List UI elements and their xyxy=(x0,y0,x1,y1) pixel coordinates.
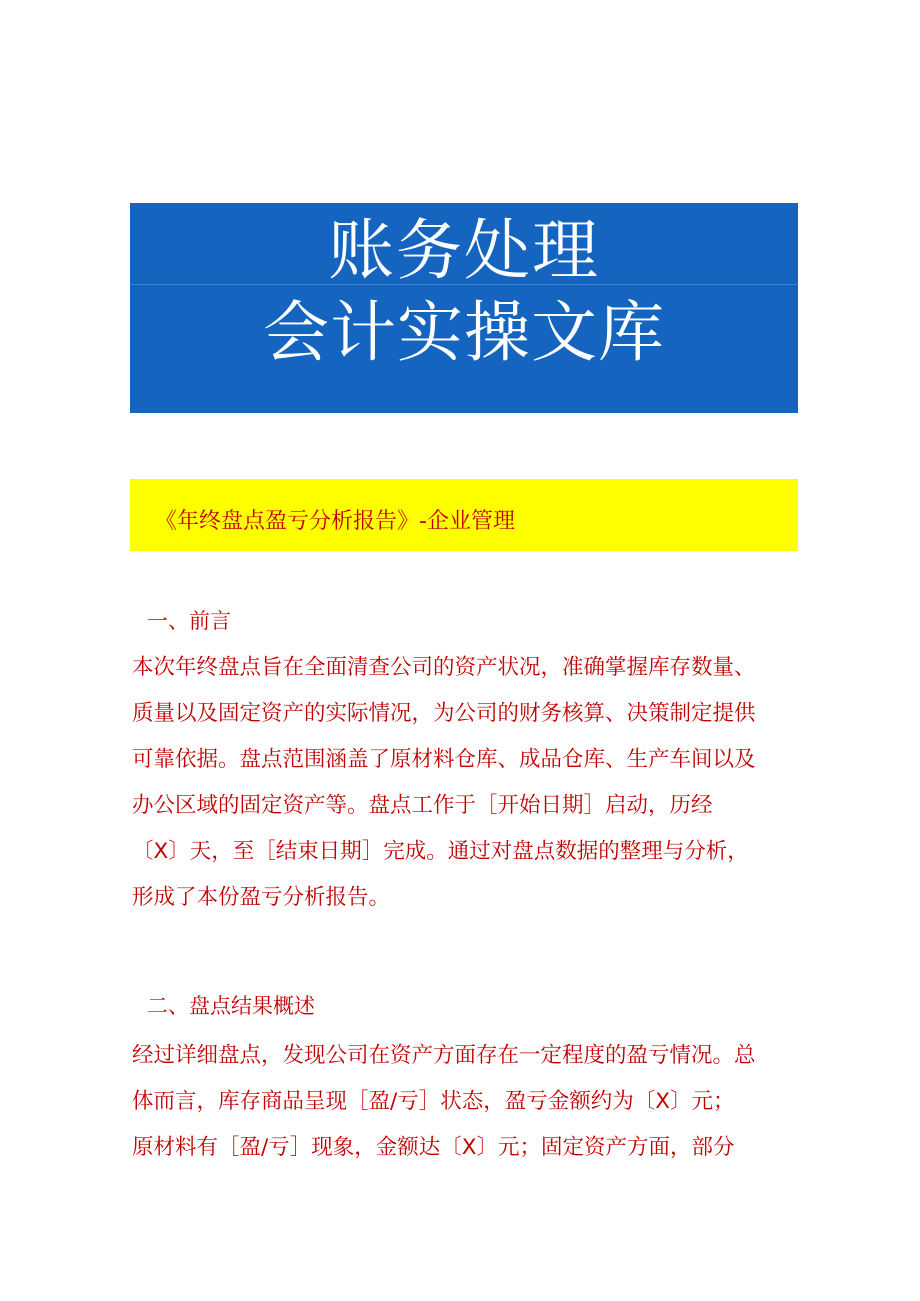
document-subtitle: 《年终盘点盈亏分析报告》-企业管理 xyxy=(155,509,515,534)
subtitle-bar xyxy=(130,479,798,551)
body-line: 形成了本份盈亏分析报告。 xyxy=(132,885,391,910)
banner-title-line-2: 会计实操文库 xyxy=(263,294,665,371)
body-line: 可靠依据。盘点范围涵盖了原材料仓库、成品仓库、生产车间以及 xyxy=(132,747,756,772)
body-line: 原材料有［盈/亏］现象，金额达〔X〕元；固定资产方面，部分 xyxy=(132,1135,735,1160)
body-line: 本次年终盘点旨在全面清查公司的资产状况，准确掌握库存数量、 xyxy=(132,655,756,680)
section-heading-overview: 二、盘点结果概述 xyxy=(147,994,315,1018)
body-line: 办公区域的固定资产等。盘点工作于［开始日期］启动，历经 xyxy=(132,793,713,818)
section-body-preface xyxy=(132,645,798,921)
section-heading-preface: 一、前言 xyxy=(147,609,231,633)
body-line: 经过详细盘点，发现公司在资产方面存在一定程度的盈亏情况。总 xyxy=(132,1043,756,1068)
body-line: 质量以及固定资产的实际情况，为公司的财务核算、决策制定提供 xyxy=(132,701,756,726)
body-line: 体而言，库存商品呈现［盈/亏］状态，盈亏金额约为〔X〕元； xyxy=(132,1089,735,1114)
banner-title-line-1: 账务处理 xyxy=(328,212,600,289)
body-line: 〔X〕天，至［结束日期］完成。通过对盘点数据的整理与分析， xyxy=(132,839,749,864)
title-banner xyxy=(130,203,798,413)
section-body-overview xyxy=(132,1033,798,1171)
